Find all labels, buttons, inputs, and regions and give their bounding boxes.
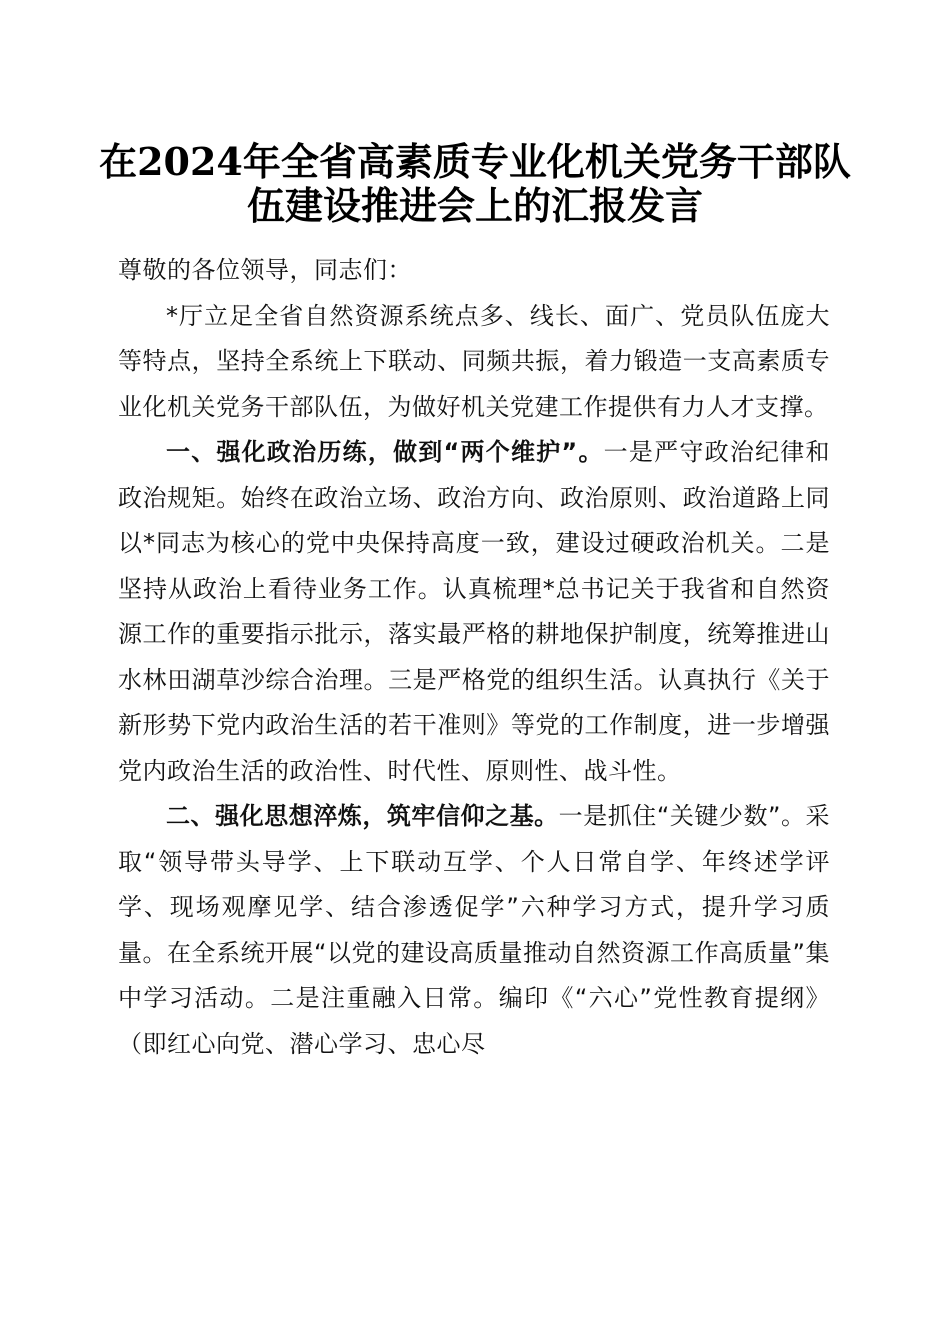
section-paragraph-2 [118,794,830,1067]
salutation: 尊敬的各位领导，同志们： [118,256,412,284]
section-heading-1: 一、强化政治历练，做到“两个维护”。 [166,438,604,466]
document-title-line-2: 伍建设推进会上的汇报发言 [246,183,703,228]
intro-paragraph: *厅立足全省自然资源系统点多、线长、面广、党员队伍庞大等特点，坚持全系统上下联动、同频共振，着力锻造一支高素质专业化机关党务干部队伍，为做好机关党建工作提供有力人才支撑。 [118,301,830,421]
section-paragraph-1 [118,430,830,794]
document-title-line-1: 在2024年全省高素质专业化机关党务干部队 [99,139,851,184]
section-heading-2: 二、强化思想淬炼，筑牢信仰之基。 [166,802,559,830]
section-text-2: 一是抓住“关键少数”。采取“领导带头导学、上下联动互学、个人日常自学、年终述学评学、现场观摩见学、结合渗透促学”六种学习方式，提升学习质量。在全系统开展“以党的建设高质量推动自然资源工作高质量”集中学习活动。二是注重融入日常。编印《“六心”党性教育提纲》（即红心向党、潜心学习、忠心尽 [118,802,830,1058]
section-text-1: 一是严守政治纪律和政治规矩。始终在政治立场、政治方向、政治原则、政治道路上同以*同志为核心的党中央保持高度一致，建设过硬政治机关。二是坚持从政治上看待业务工作。认真梳理*总书记关于我省和自然资源工作的重要指示批示，落实最严格的耕地保护制度，统筹推进山水林田湖草沙综合治理。三是严格党的组织生活。认真执行《关于新形势下党内政治生活的若干准则》等党的工作制度，进一步增强党内政治生活的政治性、时代性、原则性、战斗性。 [118,438,831,785]
document-body [118,248,830,1067]
